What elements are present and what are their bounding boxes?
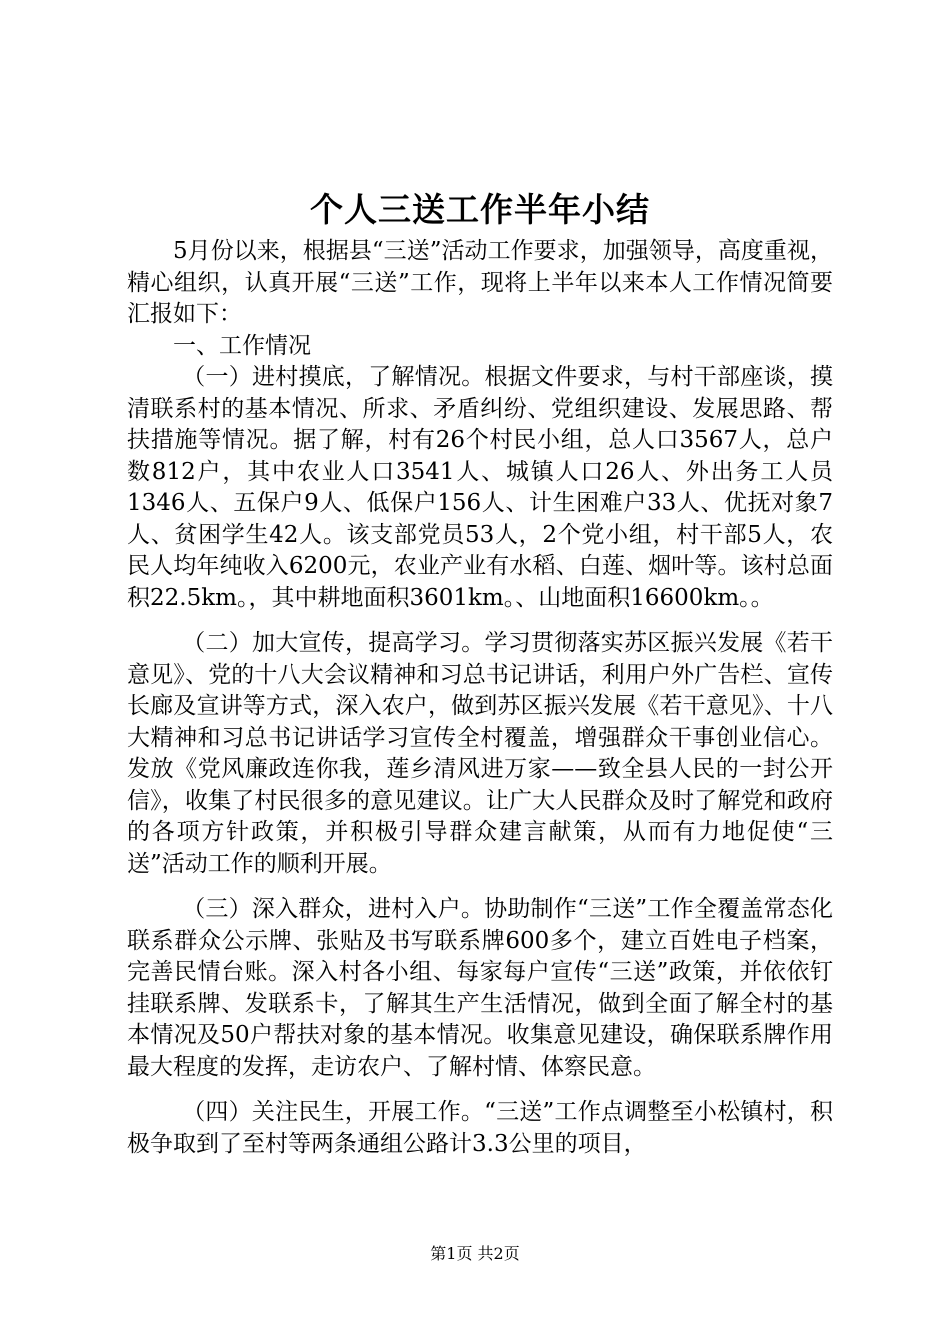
page-footer: 第1页 共2页 [430, 1244, 520, 1263]
paragraph-1: （一）进村摸底，了解情况。根据文件要求，与村干部座谈，摸清联系村的基本情况、所求、矛盾纠纷、党组织建设、发展思路、帮扶措施等情况。据了解，村有26个村民小组，总人口3567人，总户数812户，其中农业人口3541人、城镇人口26人、外出务工人员1346人、五保户9人、低保户156人、计生困难户33人、优抚对象7人、贫困学生42人。该支部党员53人，2个党小组，村干部5人，农民人均年纯收入6200元，农业产业有水稻、白莲、烟叶等。该村总面积22.5km。，其中耕地面积3601km。、山地面积16600km。。 [127, 364, 833, 611]
document-body [127, 190, 833, 1160]
section-heading: 一、工作情况 [173, 332, 311, 359]
intro-paragraph: 5月份以来，根据县“三送”活动工作要求，加强领导，高度重视，精心组织，认真开展“三送”工作，现将上半年以来本人工作情况简要汇报如下： [127, 238, 833, 327]
paragraph-4: （四）关注民生，开展工作。“三送”工作点调整至小松镇村，积极争取到了至村等两条通组公路计3.3公里的项目， [127, 1099, 833, 1157]
paragraph-2: （二）加大宣传，提高学习。学习贯彻落实苏区振兴发展《若干意见》、党的十八大会议精神和习总书记讲话，利用户外广告栏、宣传长廊及宣讲等方式，深入农户，做到苏区振兴发展《若干意见》、十八大精神和习总书记讲话学习宣传全村覆盖，增强群众干事创业信心。发放《党风廉政连你我，莲乡清风进万家——致全县人民的一封公开信》，收集了村民很多的意见建议。让广大人民群众及时了解党和政府的各项方针政策，并积极引导群众建言献策，从而有力地促使“三送”活动工作的顺利开展。 [127, 630, 833, 877]
paragraph-3: （三）深入群众，进村入户。协助制作“三送”工作全覆盖常态化联系群众公示牌、张贴及书写联系牌600多个，建立百姓电子档案，完善民情台账。深入村各小组、每家每户宣传“三送”政策，并依依钉挂联系牌、发联系卡，了解其生产生活情况，做到全面了解全村的基本情况及50户帮扶对象的基本情况。收集意见建设，确保联系牌作用最大程度的发挥，走访农户、了解村情、体察民意。 [127, 896, 833, 1080]
document-title: 个人三送工作半年小结 [310, 190, 650, 229]
